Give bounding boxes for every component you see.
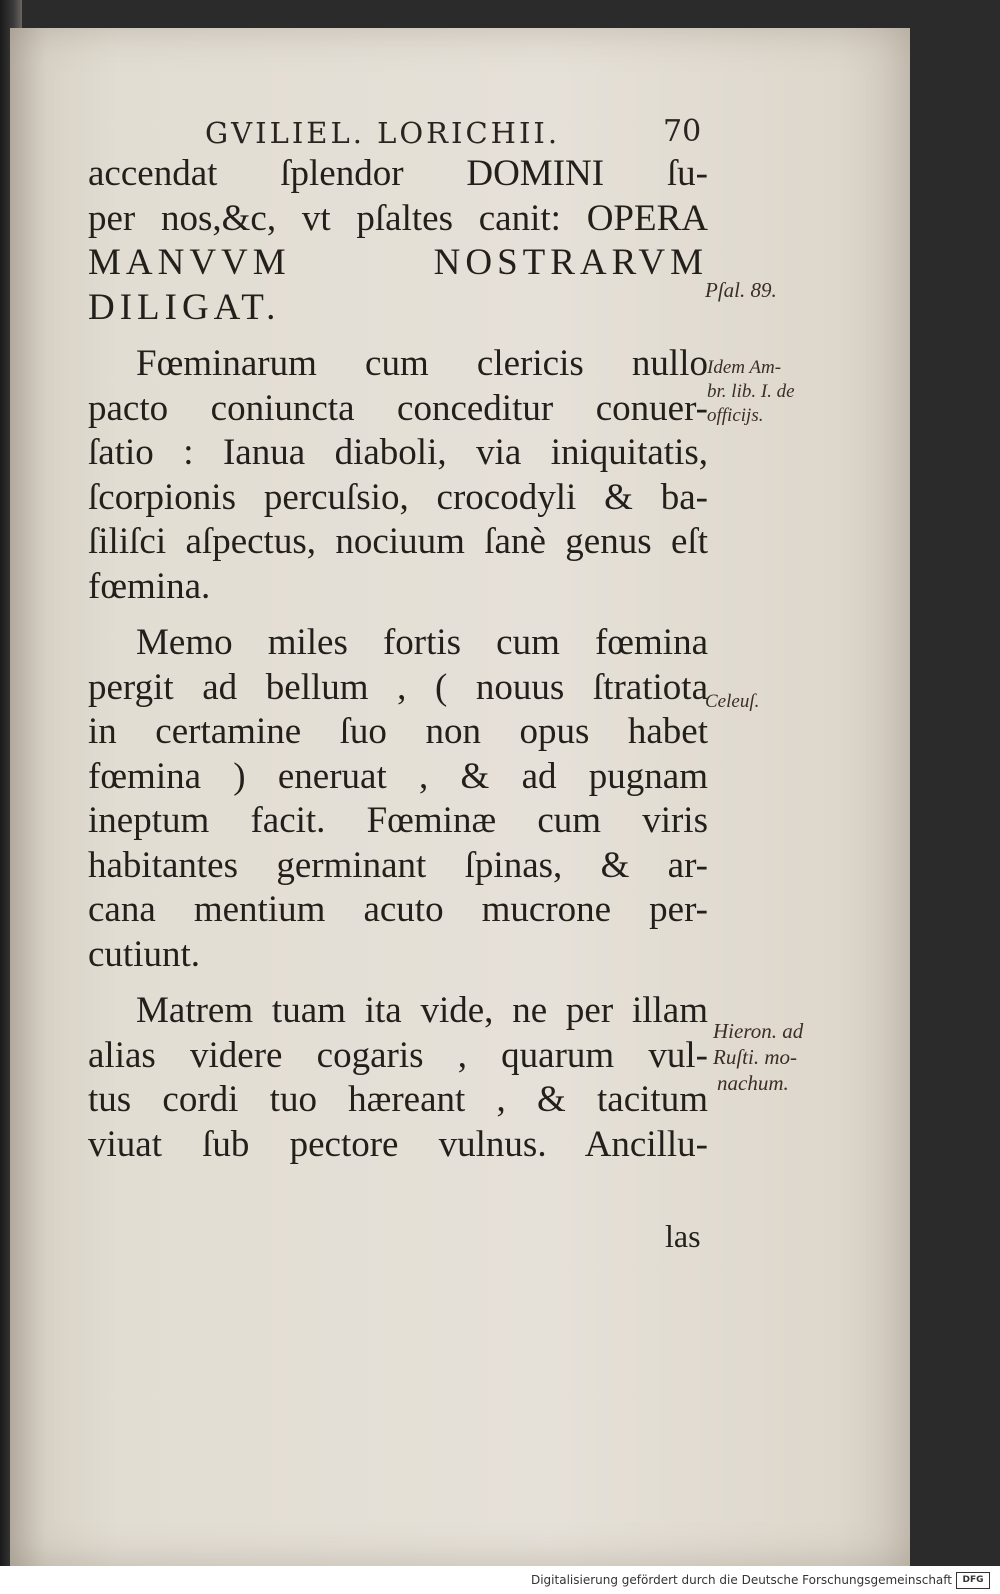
text-line: fœmina ) eneruat , & ad pugnam bbox=[88, 755, 708, 797]
running-header bbox=[205, 116, 705, 150]
paragraph-3 bbox=[88, 621, 708, 977]
text-line: pacto coniuncta conceditur conuer- bbox=[88, 387, 708, 429]
dfg-logo: DFG bbox=[956, 1572, 990, 1589]
margin-note-idem bbox=[707, 356, 795, 428]
text-line: ſcorpionis percuſsio, crocodyli & ba- bbox=[88, 476, 708, 518]
text-line: accendat ſplendor DOMINI ſu- bbox=[88, 153, 708, 194]
main-text bbox=[88, 152, 708, 1167]
text-line: ineptum facit. Fœminæ cum viris bbox=[88, 800, 708, 841]
text-line: MANVVM NOSTRARVM bbox=[88, 242, 708, 283]
text-line: Matrem tuam ita vide, ne per illam bbox=[136, 990, 708, 1031]
text-line: ſatio : Ianua diaboli, via iniquitatis, bbox=[88, 432, 708, 473]
text-line: tus cordi tuo hæreant , & tacitum bbox=[88, 1079, 708, 1120]
margin-note-psal: Pſal. 89. bbox=[705, 278, 777, 302]
margin-note-celeus: Celeuſ. bbox=[705, 691, 760, 712]
text-line: Memo miles fortis cum fœmina bbox=[136, 622, 708, 663]
digitization-footer bbox=[0, 1566, 1000, 1594]
margin-note-line: nachum. bbox=[717, 1071, 789, 1095]
text-line: Fœminarum cum clericis nullo bbox=[136, 343, 708, 384]
catchword: las bbox=[665, 1218, 701, 1254]
text-line: in certamine ſuo non opus habet bbox=[88, 711, 708, 752]
margin-note-line: Ruſti. mo- bbox=[713, 1045, 797, 1069]
text-line: ſiliſci aſpectus, nociuum ſanè genus eſt bbox=[88, 521, 708, 562]
book-page bbox=[10, 28, 910, 1566]
text-line: alias videre cogaris , quarum vul- bbox=[88, 1034, 708, 1076]
page-number: 70 bbox=[663, 114, 702, 149]
margin-note-line: Hieron. ad bbox=[713, 1019, 804, 1043]
running-title: GVILIEL. LORICHII. bbox=[205, 116, 561, 150]
margin-note-line: Idem Am- bbox=[707, 357, 782, 378]
paragraph-4 bbox=[88, 989, 708, 1167]
text-line: fœmina. bbox=[88, 565, 211, 607]
text-line: habitantes germinant ſpinas, & ar- bbox=[88, 844, 708, 886]
text-line: viuat ſub pectore vulnus. Ancillu- bbox=[88, 1123, 708, 1165]
text-line: pergit ad bellum , ( nouus ſtratiota bbox=[88, 666, 708, 708]
margin-note-line: br. lib. I. de bbox=[707, 381, 795, 402]
text-line: DILIGAT. bbox=[88, 286, 281, 328]
paragraph-1 bbox=[88, 152, 708, 330]
text-line: cutiunt. bbox=[88, 933, 201, 975]
text-line: per nos,&c, vt pſaltes canit: OPERA bbox=[88, 197, 708, 239]
funding-credit: Digitalisierung gefördert durch die Deutsche Forschungsgemeinschaft bbox=[530, 1573, 952, 1587]
margin-note-hieron bbox=[713, 1018, 803, 1096]
paragraph-2 bbox=[88, 342, 708, 609]
text-line: cana mentium acuto mucrone per- bbox=[88, 889, 708, 930]
margin-note-line: officijs. bbox=[707, 405, 764, 426]
